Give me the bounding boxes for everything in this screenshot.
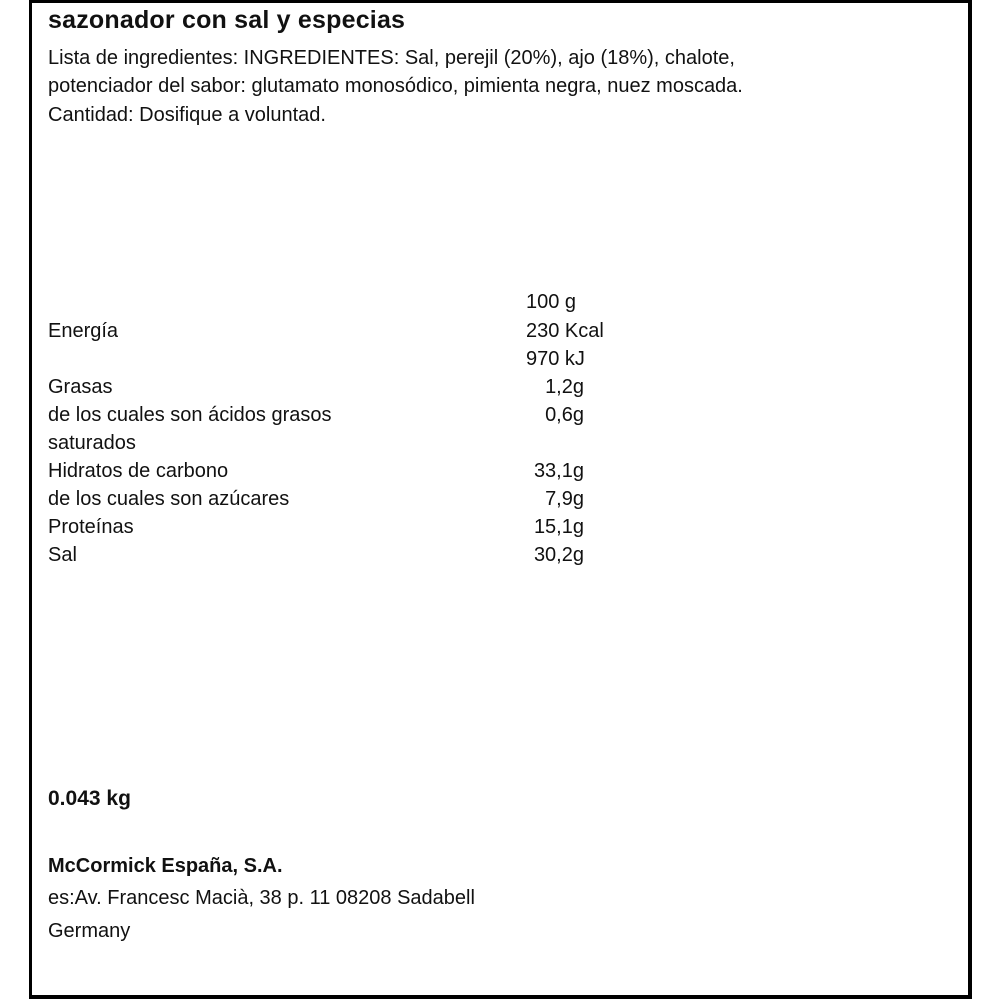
nutrition-column-header: 100 g xyxy=(526,291,577,313)
nutrition-value-salt: 30,2g xyxy=(533,544,584,566)
quantity-text: Cantidad: Dosifique a voluntad. xyxy=(48,104,326,126)
manufacturer-country: Germany xyxy=(48,920,131,942)
nutrition-label-saturated-fat-cont: saturados xyxy=(48,432,136,454)
nutrition-value-energy-kcal: 230 Kcal xyxy=(526,320,604,342)
nutrition-label-saturated-fat: de los cuales son ácidos grasos xyxy=(48,404,332,426)
nutrition-label-protein: Proteínas xyxy=(48,516,134,538)
nutrition-label-energy: Energía xyxy=(48,320,119,342)
nutrition-label-fat: Grasas xyxy=(48,376,113,398)
nutrition-label-salt: Sal xyxy=(48,544,77,566)
manufacturer-address: es:Av. Francesc Macià, 38 p. 11 08208 Sadabell xyxy=(48,887,475,909)
nutrition-value-energy-kj: 970 kJ xyxy=(526,348,585,370)
nutrition-value-carbohydrates: 33,1g xyxy=(533,460,584,482)
product-title: sazonador con sal y especias xyxy=(48,6,406,34)
nutrition-value-protein: 15,1g xyxy=(533,516,584,538)
ingredients-line-1: Lista de ingredientes: INGREDIENTES: Sal, perejil (20%), ajo (18%), chalote, xyxy=(48,47,735,69)
nutrition-label-carbohydrates: Hidratos de carbono xyxy=(48,460,229,482)
nutrition-value-sugars: 7,9g xyxy=(545,488,584,510)
nutrition-label-sugars: de los cuales son azúcares xyxy=(48,488,290,510)
net-weight: 0.043 kg xyxy=(48,787,131,810)
nutrition-value-saturated-fat: 0,6g xyxy=(545,404,584,426)
ingredients-line-2: potenciador del sabor: glutamato monosódico, pimienta negra, nuez moscada. xyxy=(48,75,743,97)
manufacturer-name: McCormick España, S.A. xyxy=(48,855,283,877)
nutrition-value-fat: 1,2g xyxy=(545,376,584,398)
